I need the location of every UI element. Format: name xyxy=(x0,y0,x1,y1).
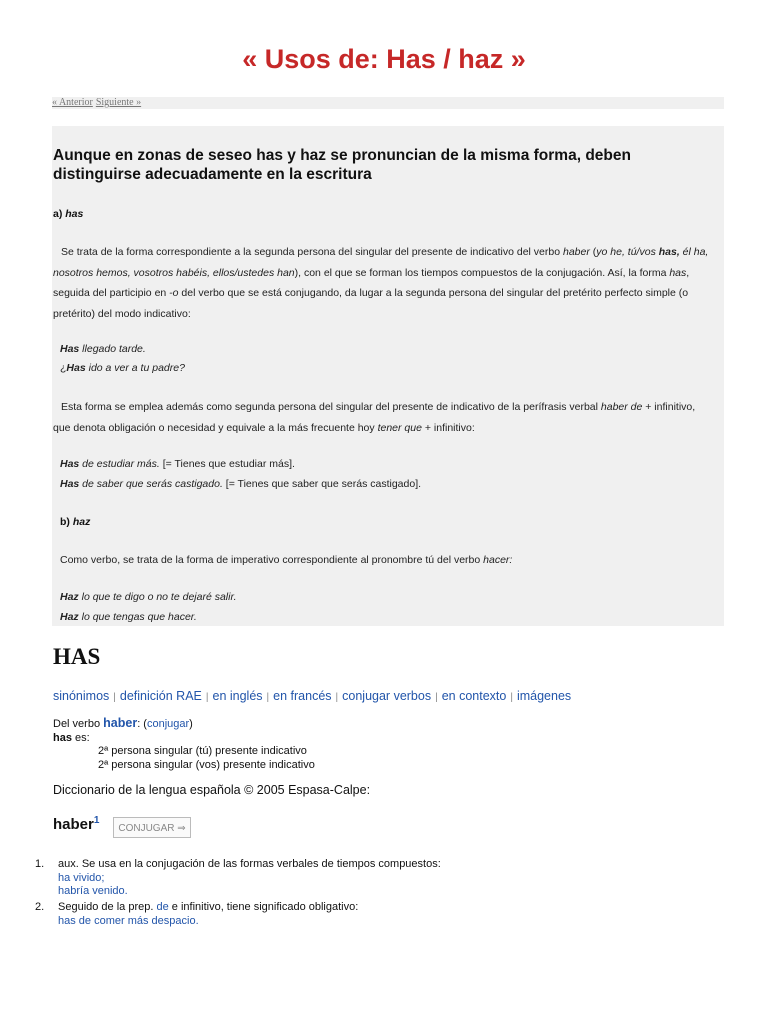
example-haz-1: Haz lo que te digo o no te dejaré salir. xyxy=(60,591,237,603)
link-sinonimos[interactable]: sinónimos xyxy=(53,689,110,703)
link-de[interactable]: de xyxy=(156,901,169,913)
headword: haber$^1$ xyxy=(53,815,100,833)
conjugar-link[interactable]: conjugar xyxy=(146,718,190,730)
dictionary-source: Diccionario de la lengua española © 2005 Espasa-Calpe: xyxy=(53,783,371,797)
example-has-de-comer: has de comer más despacio. xyxy=(58,914,199,927)
example-has-3: Has de estudiar más. [= Tienes que estudiar más]. xyxy=(60,458,295,470)
reference-links: sinónimos | definición RAE | en inglés | en francés | conjugar verbos | en contexto | imágenes xyxy=(53,689,572,703)
previous-link[interactable]: « Anterior xyxy=(52,97,93,108)
verb-link-haber[interactable]: haber xyxy=(103,716,138,730)
section-b-label: b) haz xyxy=(60,516,91,528)
next-link[interactable]: Siguiente » xyxy=(95,97,142,108)
page-title: « Usos de: Has / haz » xyxy=(242,44,526,74)
link-definicion-rae[interactable]: definición RAE xyxy=(119,689,202,703)
link-en-contexto[interactable]: en contexto xyxy=(441,689,507,703)
verb-form-1: 2ª persona singular (tú) presente indicativo xyxy=(98,745,307,757)
example-ha-vivido: ha vivido; xyxy=(58,871,105,884)
paragraph-haz: Como verbo, se trata de la forma de imperativo correspondiente al pronombre tú del verbo hacer: xyxy=(60,554,513,566)
link-conjugar-verbos[interactable]: conjugar verbos xyxy=(342,689,432,703)
example-haz-2: Haz lo que tengas que hacer. xyxy=(60,611,197,623)
verb-info: Del verbo haber: (conjugar) has es: 2ª persona singular (tú) presente indicativo 2ª persona singular (vos) presente indicativo xyxy=(53,716,315,771)
link-imagenes[interactable]: imágenes xyxy=(516,689,572,703)
example-has-4: Has de saber que serás castigado. [= Tienes que saber que serás castigado]. xyxy=(60,478,422,490)
pagination-bar xyxy=(52,97,724,109)
example-habria-venido: habría venido. xyxy=(58,885,128,897)
conjugar-button[interactable]: CONJUGAR ⇒ xyxy=(113,817,191,838)
usage-note-box xyxy=(52,126,724,626)
verb-form-2: 2ª persona singular (vos) presente indicativo xyxy=(98,758,315,771)
entry-word: HAS xyxy=(53,644,101,669)
paragraph-haber-de: Esta forma se emplea además como segunda persona del singular del presente de indicativo de la perífrasis verbal haber de + infinitivo, que denota obligación o necesidad y equivale a la más frecuente hoy tener que + infinitivo: xyxy=(53,401,696,434)
example-has-1: Has llegado tarde. xyxy=(60,343,146,355)
section-a-label: a) has xyxy=(53,208,84,220)
link-en-frances[interactable]: en francés xyxy=(273,689,332,703)
paragraph-has: Se trata de la forma correspondiente a la segunda persona del singular del presente de indicativo del verbo haber (yo he, tú/vos has, él ha, nosotros hemos, vosotros habéis, ellos/ustedes han), con el que se forman los tiempos compuestos de la conjugación. Así, la forma has, seguida del participio en -o del verbo que se está conjugando, da lugar a la segunda persona del singular del pretérito perfecto simple (o pretérito) del modo indicativo: xyxy=(53,246,709,320)
link-en-ingles[interactable]: en inglés xyxy=(212,689,263,703)
example-has-2: ¿Has ido a ver a tu padre? xyxy=(60,362,185,374)
usage-heading: Aunque en zonas de seseo has y haz se pronuncian de la misma forma, deben distinguirse adecuadamente en la escritura xyxy=(53,147,631,183)
